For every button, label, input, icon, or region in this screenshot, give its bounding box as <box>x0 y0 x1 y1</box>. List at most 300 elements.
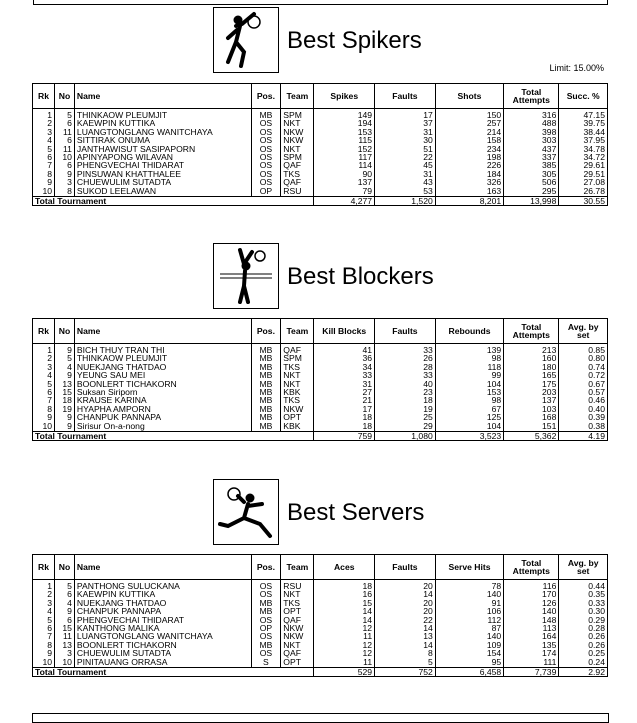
table-cell: 26 <box>375 354 436 362</box>
table-cell: 151 <box>504 422 559 432</box>
table-cell: MB <box>251 344 281 355</box>
table-cell: 154 <box>435 649 503 657</box>
table-cell: PINITAUANG ORRASA <box>74 658 251 668</box>
table-cell: TKS <box>281 599 314 607</box>
total-row <box>33 197 608 206</box>
table-cell: 9 <box>55 422 75 432</box>
table-cell: 18 <box>55 396 75 404</box>
table-cell: THINKAOW PLEUMJIT <box>74 354 251 362</box>
table-cell: MB <box>251 599 281 607</box>
spikers-title: Best Spikers <box>287 27 422 54</box>
table-cell: 7 <box>33 396 55 404</box>
table-cell: OS <box>251 170 281 178</box>
table-cell: 26.78 <box>559 187 608 197</box>
table-cell: OS <box>251 616 281 624</box>
column-header: Avg. by set <box>559 319 608 344</box>
table-cell: MB <box>251 405 281 413</box>
table-row <box>33 658 608 668</box>
table-cell: 214 <box>435 128 503 136</box>
table-cell: CHUEWULIM SUTADTA <box>74 178 251 186</box>
table-cell: THINKAOW PLEUMJIT <box>74 109 251 120</box>
table-cell: 5 <box>375 658 436 668</box>
table-cell: 170 <box>504 590 559 598</box>
table-cell: QAF <box>281 649 314 657</box>
table-cell: OS <box>251 178 281 186</box>
table-cell: 12 <box>314 649 375 657</box>
table-cell: OS <box>251 153 281 161</box>
servers-title: Best Servers <box>287 499 425 526</box>
column-header: Faults <box>375 84 436 109</box>
table-cell: 6 <box>55 119 75 127</box>
table-cell: 0.26 <box>559 632 608 640</box>
table-cell: 0.46 <box>559 396 608 404</box>
table-cell: 398 <box>504 128 559 136</box>
table-cell: NKW <box>281 624 314 632</box>
total-cell: 1,080 <box>375 432 436 441</box>
table-cell: 180 <box>504 363 559 371</box>
table-cell: KAEWPIN KUTTIKA <box>74 119 251 127</box>
table-cell: 18 <box>314 413 375 421</box>
table-cell: 22 <box>375 153 436 161</box>
table-cell: 2 <box>33 590 55 598</box>
table-cell: 4 <box>33 136 55 144</box>
table-cell: 140 <box>435 632 503 640</box>
table-cell: 11 <box>314 658 375 668</box>
table-cell: RSU <box>281 580 314 591</box>
table-cell: 0.35 <box>559 590 608 598</box>
table-cell: 4 <box>55 599 75 607</box>
total-label: Total Tournament <box>33 432 314 441</box>
table-cell: 13 <box>55 380 75 388</box>
table-cell: 3 <box>33 128 55 136</box>
table-cell: MB <box>251 363 281 371</box>
table-cell: 0.29 <box>559 616 608 624</box>
table-cell: 305 <box>504 170 559 178</box>
blockers-table <box>32 318 608 441</box>
table-cell: 40 <box>375 380 436 388</box>
table-cell: 14 <box>314 616 375 624</box>
column-header: Serve Hits <box>435 555 503 580</box>
table-cell: PINSUWAN KHATTHALEE <box>74 170 251 178</box>
table-cell: 175 <box>504 380 559 388</box>
table-cell: 0.40 <box>559 405 608 413</box>
total-cell: 8,201 <box>435 197 503 206</box>
table-cell: CHANPUK PANNAPA <box>74 607 251 615</box>
table-cell: 114 <box>314 161 375 169</box>
table-cell: 6 <box>33 624 55 632</box>
table-cell: 203 <box>504 388 559 396</box>
table-cell: NKW <box>281 405 314 413</box>
table-cell: JANTHAWISUT SASIPAPORN <box>74 145 251 153</box>
table-cell: 6 <box>33 388 55 396</box>
table-cell: OPT <box>281 658 314 668</box>
table-cell: 16 <box>314 590 375 598</box>
total-cell: 2.92 <box>559 668 608 677</box>
table-cell: OS <box>251 632 281 640</box>
limit-label: Limit: 15.00% <box>549 63 604 73</box>
table-cell: 163 <box>435 187 503 197</box>
table-cell: 150 <box>435 109 503 120</box>
table-cell: 27.08 <box>559 178 608 186</box>
table-cell: 43 <box>375 178 436 186</box>
table-cell: 488 <box>504 119 559 127</box>
table-cell: PANTHONG SULUCKANA <box>74 580 251 591</box>
table-cell: S <box>251 658 281 668</box>
table-cell: NKW <box>281 128 314 136</box>
blocker-icon <box>213 243 279 309</box>
total-label: Total Tournament <box>33 668 314 677</box>
table-cell: 20 <box>375 580 436 591</box>
table-cell: SITTIRAK ONUMA <box>74 136 251 144</box>
table-cell: 33 <box>314 371 375 379</box>
table-cell: 79 <box>314 187 375 197</box>
table-cell: HYAPHA AMPORN <box>74 405 251 413</box>
column-header: No <box>55 555 75 580</box>
column-header: Team <box>281 555 314 580</box>
table-cell: BOONLERT TICHAKORN <box>74 641 251 649</box>
table-cell: 28 <box>375 363 436 371</box>
table-cell: 0.25 <box>559 649 608 657</box>
previous-table-bottom <box>33 0 608 5</box>
column-header: Rk <box>33 555 55 580</box>
table-cell: 10 <box>55 658 75 668</box>
table-cell: Suksan Siriporn <box>74 388 251 396</box>
table-cell: 7 <box>33 632 55 640</box>
table-cell: 91 <box>435 599 503 607</box>
table-cell: 115 <box>314 136 375 144</box>
table-cell: 6 <box>55 136 75 144</box>
table-cell: 8 <box>33 405 55 413</box>
table-cell: 9 <box>33 178 55 186</box>
table-row <box>33 422 608 432</box>
table-cell: MB <box>251 388 281 396</box>
spikers-table <box>32 83 608 206</box>
table-cell: NKT <box>281 371 314 379</box>
total-cell: 4.19 <box>559 432 608 441</box>
table-cell: 0.39 <box>559 413 608 421</box>
table-cell: 6 <box>55 161 75 169</box>
table-cell: PHENGVECHAI THIDARAT <box>74 161 251 169</box>
total-cell: 3,523 <box>435 432 503 441</box>
table-cell: 17 <box>375 109 436 120</box>
table-cell: 37.95 <box>559 136 608 144</box>
table-cell: 165 <box>504 371 559 379</box>
table-cell: SPM <box>281 153 314 161</box>
table-cell: 18 <box>314 580 375 591</box>
column-header: Name <box>74 555 251 580</box>
table-cell: 23 <box>375 388 436 396</box>
table-cell: 10 <box>33 658 55 668</box>
table-cell: 15 <box>314 599 375 607</box>
table-cell: 53 <box>375 187 436 197</box>
table-cell: 140 <box>504 607 559 615</box>
table-cell: 45 <box>375 161 436 169</box>
table-cell: 0.28 <box>559 624 608 632</box>
table-cell: OS <box>251 649 281 657</box>
table-cell: 78 <box>435 580 503 591</box>
table-cell: OS <box>251 128 281 136</box>
table-cell: 118 <box>435 363 503 371</box>
table-cell: 0.85 <box>559 344 608 355</box>
table-cell: 2 <box>33 354 55 362</box>
table-cell: 87 <box>435 624 503 632</box>
table-cell: OS <box>251 119 281 127</box>
table-cell: 11 <box>55 145 75 153</box>
column-header: Faults <box>375 555 436 580</box>
table-cell: 7 <box>33 161 55 169</box>
table-cell: 20 <box>375 607 436 615</box>
column-header: Spikes <box>314 84 375 109</box>
table-cell: 1 <box>33 344 55 355</box>
total-cell: 529 <box>314 668 375 677</box>
column-header: Succ. % <box>559 84 608 109</box>
table-cell: 113 <box>504 624 559 632</box>
table-cell: 1 <box>33 109 55 120</box>
table-cell: 20 <box>375 599 436 607</box>
table-cell: 99 <box>435 371 503 379</box>
table-cell: 38.44 <box>559 128 608 136</box>
table-cell: 0.72 <box>559 371 608 379</box>
table-cell: 22 <box>375 616 436 624</box>
table-cell: TKS <box>281 363 314 371</box>
table-cell: 13 <box>375 632 436 640</box>
table-cell: 30 <box>375 136 436 144</box>
table-cell: 164 <box>504 632 559 640</box>
table-cell: 0.33 <box>559 599 608 607</box>
table-cell: 337 <box>504 153 559 161</box>
table-cell: 148 <box>504 616 559 624</box>
table-cell: 295 <box>504 187 559 197</box>
total-label: Total Tournament <box>33 197 314 206</box>
total-cell: 4,277 <box>314 197 375 206</box>
table-cell: 0.26 <box>559 641 608 649</box>
table-cell: 31 <box>375 170 436 178</box>
table-cell: CHUEWULIM SUTADTA <box>74 649 251 657</box>
table-cell: QAF <box>281 178 314 186</box>
column-header: Name <box>74 84 251 109</box>
table-cell: SPM <box>281 109 314 120</box>
column-header: Aces <box>314 555 375 580</box>
column-header: Pos. <box>251 319 281 344</box>
table-cell: 67 <box>435 405 503 413</box>
total-cell: 5,362 <box>504 432 559 441</box>
table-cell: 104 <box>435 422 503 432</box>
column-header: Shots <box>435 84 503 109</box>
column-header: Rk <box>33 319 55 344</box>
table-cell: 153 <box>314 128 375 136</box>
table-cell: 5 <box>33 380 55 388</box>
total-cell: 30.55 <box>559 197 608 206</box>
table-cell: OPT <box>281 607 314 615</box>
spiker-icon <box>213 7 279 73</box>
column-header: No <box>55 319 75 344</box>
table-cell: 6 <box>55 590 75 598</box>
table-cell: 257 <box>435 119 503 127</box>
table-cell: 29.61 <box>559 161 608 169</box>
table-cell: 153 <box>435 388 503 396</box>
table-cell: 14 <box>375 624 436 632</box>
table-cell: 126 <box>504 599 559 607</box>
table-cell: 149 <box>314 109 375 120</box>
table-cell: 34 <box>314 363 375 371</box>
table-cell: 174 <box>504 649 559 657</box>
table-cell: 158 <box>435 136 503 144</box>
table-cell: 17 <box>314 405 375 413</box>
table-cell: PHENGVECHAI THIDARAT <box>74 616 251 624</box>
table-cell: 0.30 <box>559 607 608 615</box>
table-cell: 33 <box>375 371 436 379</box>
table-cell: 8 <box>33 170 55 178</box>
table-cell: 8 <box>375 649 436 657</box>
table-cell: 3 <box>33 599 55 607</box>
total-cell: 752 <box>375 668 436 677</box>
table-cell: 4 <box>33 371 55 379</box>
table-cell: 5 <box>33 145 55 153</box>
table-cell: 15 <box>55 388 75 396</box>
table-cell: 9 <box>55 170 75 178</box>
table-cell: 9 <box>55 344 75 355</box>
table-cell: QAF <box>281 161 314 169</box>
table-cell: 139 <box>435 344 503 355</box>
table-cell: NKT <box>281 380 314 388</box>
column-header: Team <box>281 319 314 344</box>
table-cell: 8 <box>55 187 75 197</box>
table-cell: MB <box>251 354 281 362</box>
table-cell: 19 <box>55 405 75 413</box>
table-cell: OS <box>251 590 281 598</box>
table-cell: 3 <box>55 178 75 186</box>
table-cell: 125 <box>435 413 503 421</box>
table-cell: KRAUSE KARINA <box>74 396 251 404</box>
table-cell: 12 <box>314 641 375 649</box>
table-cell: 98 <box>435 354 503 362</box>
table-cell: 27 <box>314 388 375 396</box>
table-cell: 198 <box>435 153 503 161</box>
table-cell: MB <box>251 413 281 421</box>
table-cell: 194 <box>314 119 375 127</box>
total-cell: 6,458 <box>435 668 503 677</box>
table-cell: 10 <box>33 187 55 197</box>
column-header: Pos. <box>251 84 281 109</box>
table-cell: 104 <box>435 380 503 388</box>
table-cell: 160 <box>504 354 559 362</box>
table-cell: 12 <box>314 624 375 632</box>
table-cell: 6 <box>55 616 75 624</box>
column-header: Faults <box>375 319 436 344</box>
table-cell: 184 <box>435 170 503 178</box>
column-header: Avg. by set <box>559 555 608 580</box>
table-cell: 29.51 <box>559 170 608 178</box>
table-cell: 226 <box>435 161 503 169</box>
table-cell: KBK <box>281 388 314 396</box>
total-row <box>33 668 608 677</box>
table-cell: 0.38 <box>559 422 608 432</box>
column-header: No <box>55 84 75 109</box>
table-cell: 316 <box>504 109 559 120</box>
table-cell: 135 <box>504 641 559 649</box>
table-cell: 152 <box>314 145 375 153</box>
table-cell: BICH THUY TRAN THI <box>74 344 251 355</box>
table-cell: 111 <box>504 658 559 668</box>
table-cell: 18 <box>375 396 436 404</box>
table-cell: 2 <box>33 119 55 127</box>
column-header: Total Attempts <box>504 84 559 109</box>
table-cell: 5 <box>55 354 75 362</box>
table-cell: 385 <box>504 161 559 169</box>
table-cell: NKW <box>281 632 314 640</box>
table-cell: 14 <box>375 641 436 649</box>
table-cell: 4 <box>55 363 75 371</box>
table-cell: 95 <box>435 658 503 668</box>
column-header: Total Attempts <box>504 555 559 580</box>
table-cell: SPM <box>281 354 314 362</box>
table-cell: OS <box>251 580 281 591</box>
table-cell: 234 <box>435 145 503 153</box>
total-cell: 1,520 <box>375 197 436 206</box>
table-cell: 34.78 <box>559 145 608 153</box>
server-icon <box>213 479 279 545</box>
table-cell: BOONLERT TICHAKORN <box>74 380 251 388</box>
table-cell: 0.74 <box>559 363 608 371</box>
table-cell: 0.44 <box>559 580 608 591</box>
column-header: Rebounds <box>435 319 503 344</box>
table-cell: 15 <box>55 624 75 632</box>
table-cell: 19 <box>375 405 436 413</box>
servers-table <box>32 554 608 677</box>
table-cell: 10 <box>33 422 55 432</box>
table-cell: 0.24 <box>559 658 608 668</box>
table-cell: 506 <box>504 178 559 186</box>
table-cell: 117 <box>314 153 375 161</box>
total-cell: 759 <box>314 432 375 441</box>
table-cell: 14 <box>375 590 436 598</box>
table-cell: 112 <box>435 616 503 624</box>
table-cell: 9 <box>33 413 55 421</box>
table-cell: 137 <box>314 178 375 186</box>
table-cell: 9 <box>55 371 75 379</box>
table-cell: 4 <box>33 607 55 615</box>
table-cell: 109 <box>435 641 503 649</box>
table-cell: TKS <box>281 396 314 404</box>
table-cell: 25 <box>375 413 436 421</box>
table-cell: 8 <box>33 641 55 649</box>
table-cell: 36 <box>314 354 375 362</box>
next-table-top <box>32 713 609 723</box>
table-cell: 31 <box>375 128 436 136</box>
table-cell: RSU <box>281 187 314 197</box>
table-cell: 21 <box>314 396 375 404</box>
table-cell: MB <box>251 380 281 388</box>
table-cell: 140 <box>435 590 503 598</box>
table-cell: 9 <box>55 413 75 421</box>
table-cell: TKS <box>281 170 314 178</box>
table-cell: QAF <box>281 344 314 355</box>
table-cell: OPT <box>281 413 314 421</box>
table-cell: 5 <box>55 109 75 120</box>
table-cell: 326 <box>435 178 503 186</box>
total-row <box>33 432 608 441</box>
table-cell: KANTHONG MALIKA <box>74 624 251 632</box>
table-cell: 90 <box>314 170 375 178</box>
table-cell: KBK <box>281 422 314 432</box>
table-cell: OS <box>251 145 281 153</box>
table-cell: MB <box>251 422 281 432</box>
table-cell: MB <box>251 396 281 404</box>
table-cell: 18 <box>314 422 375 432</box>
table-cell: 47.15 <box>559 109 608 120</box>
table-cell: 6 <box>33 153 55 161</box>
column-header: Pos. <box>251 555 281 580</box>
